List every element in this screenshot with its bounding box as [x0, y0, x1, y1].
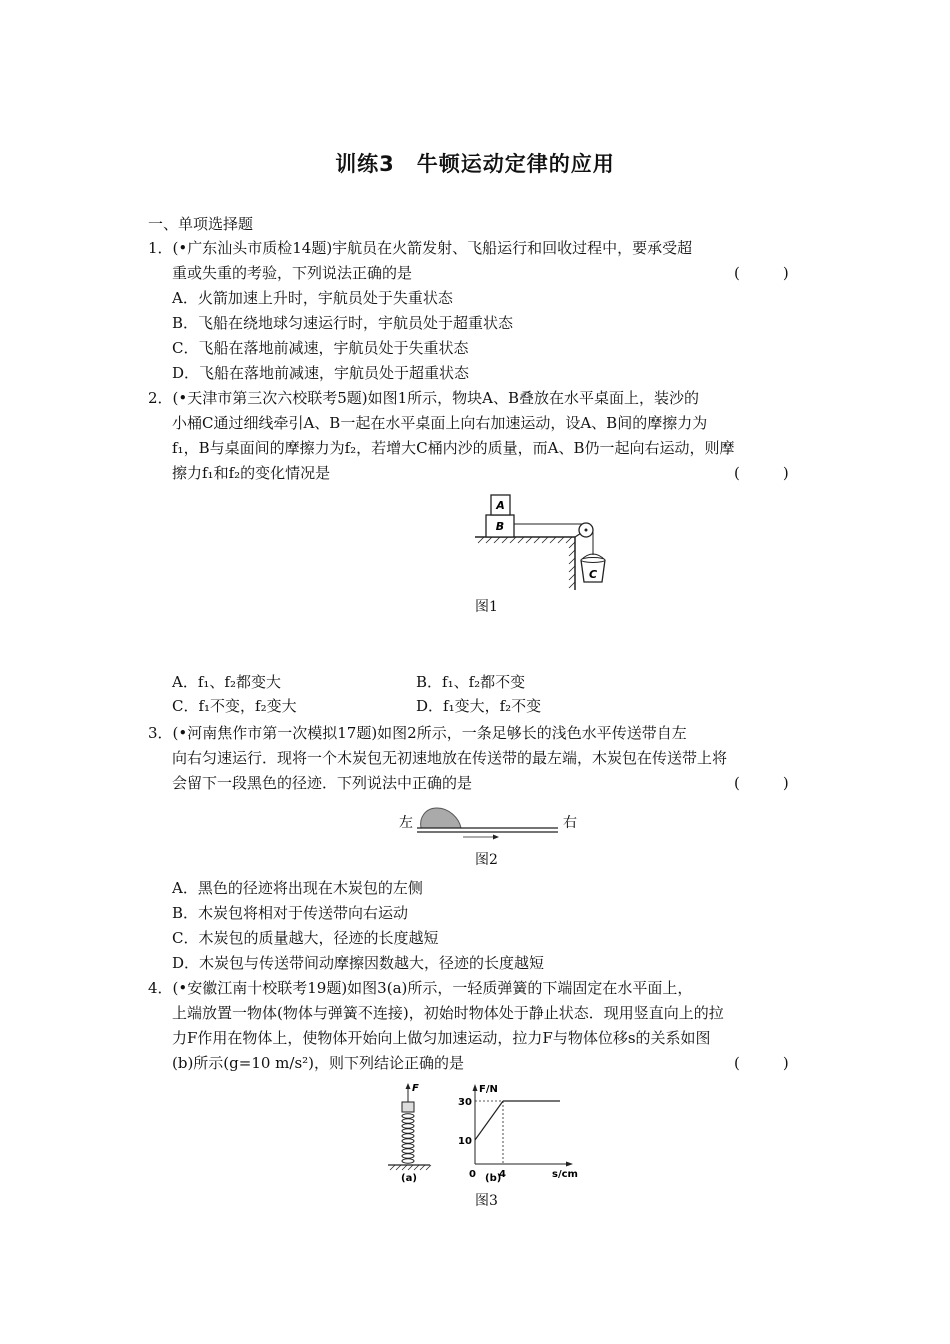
- q2-option-b: B．f₁、f₂都不变: [416, 673, 526, 691]
- force-line-rising: [475, 1101, 503, 1140]
- figure-2-caption: 图2: [475, 852, 498, 868]
- spring-coil: [402, 1114, 414, 1163]
- table-hatching: [478, 537, 572, 543]
- object-block: [402, 1102, 414, 1112]
- bucket-rim: [581, 558, 605, 563]
- force-arrow-head: [406, 1083, 411, 1089]
- tick-10: 10: [458, 1136, 472, 1147]
- q4-answer-bracket: ( ): [734, 1054, 803, 1072]
- q4-stem-line-1: 4．(•安徽江南十校联考19题)如图3(a)所示，一轻质弹簧的下端固定在水平面上，: [148, 979, 693, 997]
- ground-hatching: [390, 1165, 431, 1170]
- q3-stem-line-2: 向右匀速运行．现将一个木炭包无初速地放在传送带的最左端，木炭包在传送带上将: [172, 749, 728, 767]
- figure-3b-graph: [455, 1080, 595, 1185]
- bucket-c-label: C: [588, 568, 598, 581]
- q2-stem-line-1: 2．(•天津市第三次六校联考5题)如图1所示，物块A、B叠放在水平桌面上，装沙的: [148, 389, 700, 407]
- sub-caption-a: (a): [401, 1173, 417, 1184]
- q2-option-c: C．f₁不变，f₂变大: [172, 697, 297, 715]
- q4-stem-line-4: (b)所示(g=10 m/s²)，则下列结论正确的是: [172, 1054, 465, 1072]
- table-edge-hatching: [569, 542, 575, 588]
- tick-30: 30: [458, 1097, 472, 1108]
- section-heading: 一、单项选择题: [148, 215, 254, 233]
- q2-stem-line-2: 小桶C通过细线牵引A、B一起在水平桌面上向右加速运动，设A、B间的摩擦力为: [172, 414, 708, 432]
- q3-option-c: C．木炭包的质量越大，径迹的长度越短: [172, 929, 439, 947]
- q1-option-d: D．飞船在落地前减速，宇航员处于超重状态: [172, 364, 470, 382]
- q2-option-d: D．f₁变大，f₂不变: [416, 697, 542, 715]
- page-title: 训练3 牛顿运动定律的应用: [335, 152, 615, 176]
- q1-answer-bracket: ( ): [734, 264, 803, 282]
- q3-stem-line-3: 会留下一段黑色的径迹．下列说法中正确的是: [172, 774, 473, 792]
- figure-3-caption: 图3: [475, 1193, 498, 1209]
- q3-option-a: A．黑色的径迹将出现在木炭包的左侧: [172, 879, 423, 897]
- x-axis-label: s/cm: [552, 1169, 578, 1180]
- q2-stem-line-3: f₁，B与桌面间的摩擦力为f₂，若增大C桶内沙的质量，而A、B仍一起向右运动，则摩: [172, 439, 735, 457]
- q3-option-d: D．木炭包与传送带间动摩擦因数越大，径迹的长度越短: [172, 954, 545, 972]
- q1-option-b: B．飞船在绕地球匀速运行时，宇航员处于超重状态: [172, 314, 514, 332]
- x-axis-arrow: [566, 1162, 573, 1167]
- q2-option-a: A．f₁、f₂都变大: [172, 673, 281, 691]
- figure-2-diagram: [395, 800, 585, 840]
- q2-answer-bracket: ( ): [734, 464, 803, 482]
- q1-option-a: A．火箭加速上升时，宇航员处于失重状态: [172, 289, 453, 307]
- pulley-axle: [585, 529, 588, 532]
- q3-answer-bracket: ( ): [734, 774, 803, 792]
- sub-caption-b: (b): [485, 1173, 502, 1184]
- q1-stem-line-2: 重或失重的考验，下列说法正确的是: [172, 264, 413, 282]
- y-axis-arrow: [473, 1084, 478, 1091]
- block-b-label: B: [495, 520, 505, 533]
- charcoal-bag: [421, 808, 461, 828]
- q3-option-b: B．木炭包将相对于传送带向右运动: [172, 904, 409, 922]
- q1-stem-line-1: 1．(•广东汕头市质检14题)宇航员在火箭发射、飞船运行和回收过程中，要承受超: [148, 239, 693, 257]
- figure-3a-spring: [385, 1082, 445, 1187]
- y-axis-label: F/N: [479, 1084, 498, 1095]
- figure-1-diagram: [470, 492, 620, 592]
- tick-0: 0: [469, 1169, 476, 1180]
- right-label: 右: [563, 815, 577, 831]
- q4-stem-line-2: 上端放置一物体(物体与弹簧不连接)，初始时物体处于静止状态．现用竖直向上的拉: [172, 1004, 724, 1022]
- q2-stem-line-4: 擦力f₁和f₂的变化情况是: [172, 464, 331, 482]
- direction-arrow-head: [493, 835, 499, 840]
- q3-stem-line-1: 3．(•河南焦作市第一次模拟17题)如图2所示，一条足够长的浅色水平传送带自左: [148, 724, 687, 742]
- q4-stem-line-3: 力F作用在物体上，使物体开始向上做匀加速运动，拉力F与物体位移s的关系如图: [172, 1029, 711, 1047]
- force-label: F: [412, 1083, 419, 1094]
- left-label: 左: [399, 815, 413, 831]
- block-a-label: A: [496, 499, 505, 512]
- tick-4: 4: [499, 1169, 506, 1180]
- q1-option-c: C．飞船在落地前减速，宇航员处于失重状态: [172, 339, 469, 357]
- figure-1-caption: 图1: [475, 599, 498, 615]
